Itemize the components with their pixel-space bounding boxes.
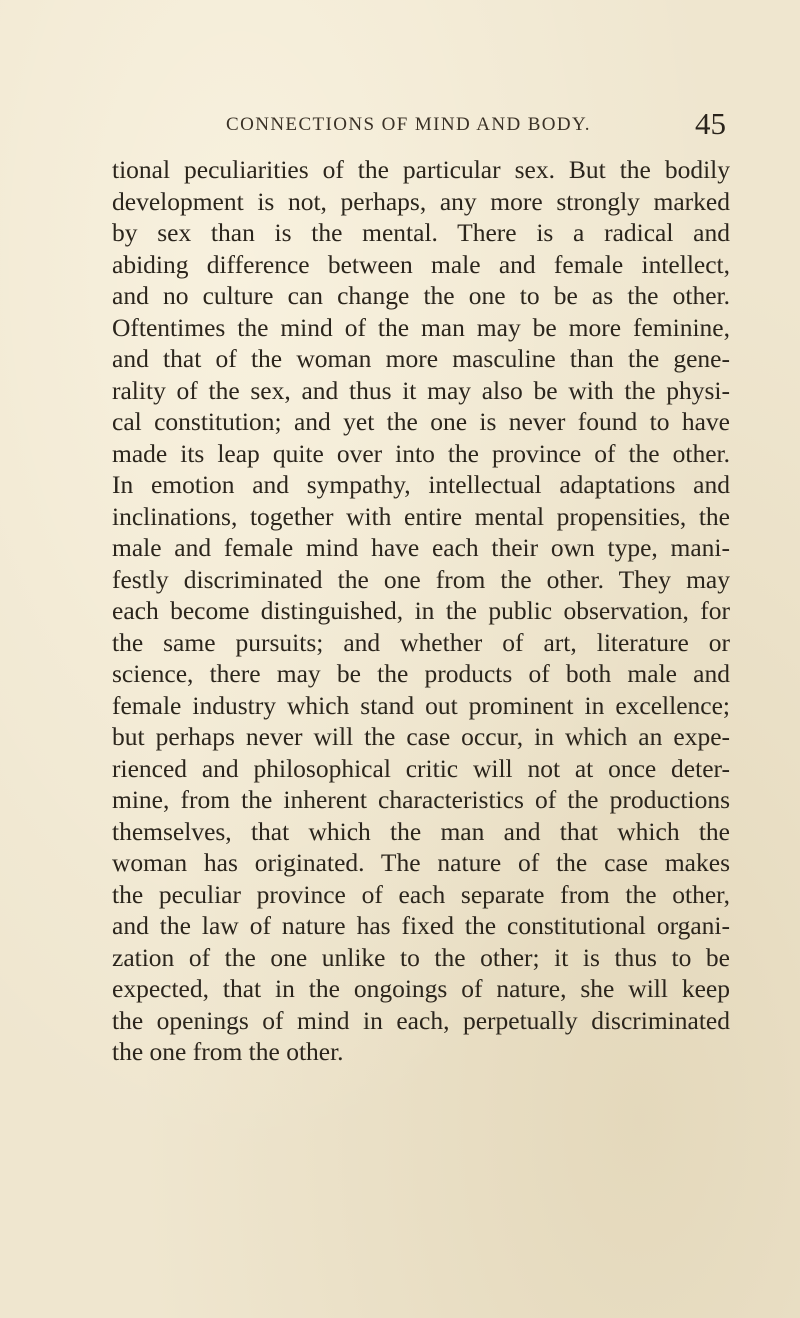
text-line: festly discriminated the one from the other. They may bbox=[112, 564, 730, 594]
text-line: zation of the one unlike to the other; it is thus to be bbox=[112, 942, 730, 972]
text-line: expected, that in the ongoings of nature, she will keep bbox=[112, 974, 730, 1003]
running-title: CONNECTIONS OF MIND AND BODY. bbox=[226, 114, 591, 135]
text-line: male and female mind have each their own type, mani- bbox=[112, 533, 730, 562]
text-line: and the law of nature has fixed the constitutional organi- bbox=[112, 911, 730, 940]
text-line: the one from the other. bbox=[112, 1037, 344, 1066]
text-line: abiding difference between male and female intellect, bbox=[112, 249, 730, 279]
text-line: science, there may be the products of both male and bbox=[112, 659, 730, 688]
page-number: 45 bbox=[695, 106, 726, 141]
text-line: but perhaps never will the case occur, in which an expe- bbox=[112, 722, 730, 751]
text-line: themselves, that which the man and that which the bbox=[112, 816, 730, 846]
text-line: cal constitution; and yet the one is never found to have bbox=[112, 407, 730, 436]
text-line: and that of the woman more masculine than the gene- bbox=[112, 344, 730, 373]
text-line: and no culture can change the one to be as the other. bbox=[112, 281, 730, 310]
text-line: the peculiar province of each separate from the other, bbox=[112, 879, 730, 909]
text-line: mine, from the inherent characteristics of the productions bbox=[112, 785, 730, 814]
text-line: by sex than is the mental. There is a radical and bbox=[112, 218, 730, 247]
text-line: the openings of mind in each, perpetually discriminated bbox=[112, 1005, 730, 1035]
text-line: each become distinguished, in the public observation, for bbox=[112, 596, 730, 625]
text-line: made its leap quite over into the province of the other. bbox=[112, 438, 730, 468]
text-line: woman has originated. The nature of the case makes bbox=[112, 848, 730, 877]
text-line: Oftentimes the mind of the man may be more feminine, bbox=[112, 312, 730, 342]
text-line: female industry which stand out prominent in excellence; bbox=[112, 690, 730, 720]
text-line: rienced and philosophical critic will not at once deter- bbox=[112, 753, 730, 783]
text-line: inclinations, together with entire mental propensities, the bbox=[112, 501, 730, 531]
text-line: tional peculiarities of the particular sex. But the bodily bbox=[112, 155, 730, 184]
body-text bbox=[112, 154, 730, 1068]
text-line: In emotion and sympathy, intellectual adaptations and bbox=[112, 470, 730, 499]
text-line: rality of the sex, and thus it may also be with the physi- bbox=[112, 375, 730, 405]
running-head bbox=[226, 108, 726, 144]
text-line: the same pursuits; and whether of art, literature or bbox=[112, 627, 730, 657]
text-line: development is not, perhaps, any more strongly marked bbox=[112, 186, 730, 216]
